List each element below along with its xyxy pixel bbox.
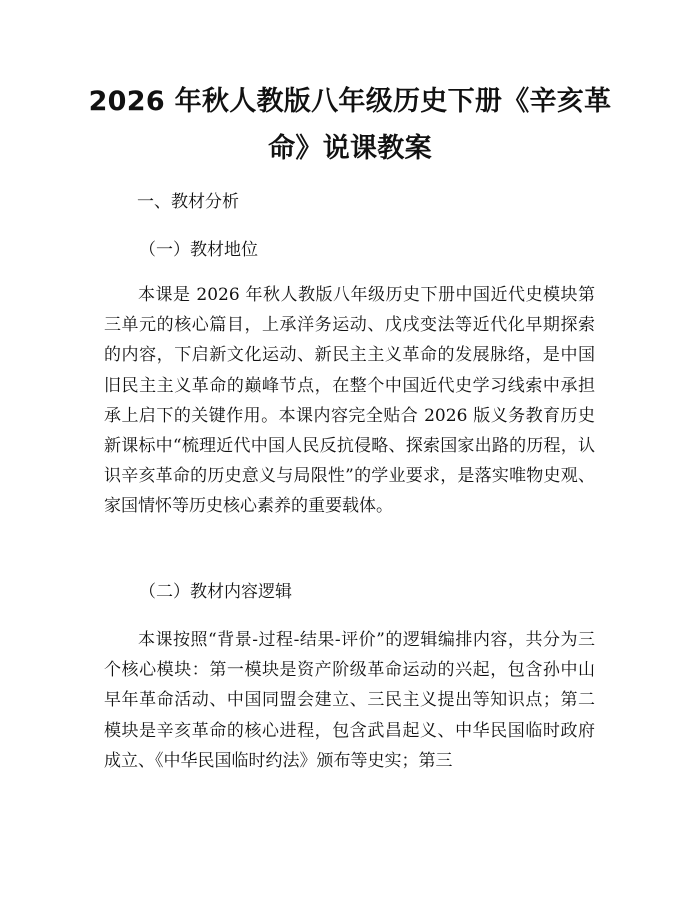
paragraph-textbook-status: 本课是 2026 年秋人教版八年级历史下册中国近代史模块第三单元的核心篇目，上承洋务运动、戊戌变法等近代化早期探索的内容，下启新文化运动、新民主主义革命的发展脉络，是中国旧民主主义革命的巅峰节点，在整个中国近代史学习线索中承担承上启下的关键作用。本课内容完全贴合 2026 版义务教育历史新课标中“梳理近代中国人民反抗侵略、探索国家出路的历程，认识辛亥革命的历史意义与局限性”的学业要求，是落实唯物史观、家国情怀等历史核心素养的重要载体。 [104, 285, 595, 517]
section-heading-textbook-analysis: 一、教材分析 [137, 192, 239, 212]
subsection-heading-content-logic: （二）教材内容逻辑 [139, 582, 292, 602]
document-title-line-2: 命》说课教案 [268, 133, 432, 164]
paragraph-content-logic: 本课按照“背景-过程-结果-评价”的逻辑编排内容，共分为三个核心模块：第一模块是资产阶级革命运动的兴起，包含孙中山早年革命活动、中国同盟会建立、三民主义提出等知识点；第二模块是辛亥革命的核心进程，包含武昌起义、中华民国临时政府成立、《中华民国临时约法》颁布等史实；第三 [104, 630, 595, 771]
subsection-heading-textbook-status: （一）教材地位 [139, 240, 258, 260]
document-title-line-1: 2026 年秋人教版八年级历史下册《辛亥革 [88, 86, 612, 117]
